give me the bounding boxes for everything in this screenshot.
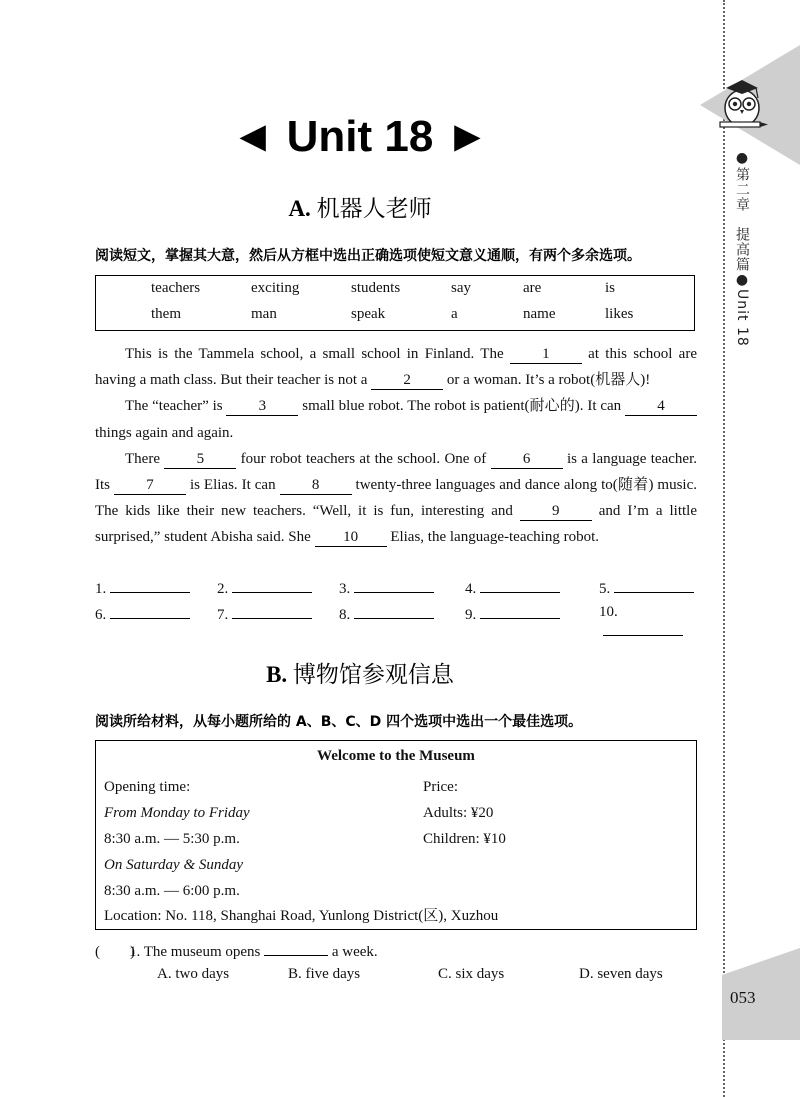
answer-field-7[interactable]: 7. [217, 604, 339, 630]
answer-paren[interactable]: ( ) [95, 944, 135, 960]
word-option: name [523, 306, 556, 322]
answer-field-10[interactable]: 10. [599, 604, 697, 630]
answer-field-5[interactable]: 5. [599, 578, 697, 604]
answer-field-2[interactable]: 2. [217, 578, 339, 604]
question-1-options [95, 966, 697, 983]
opening-label: Opening time: [104, 779, 191, 795]
unit-title: ◄ Unit 18 ► [230, 112, 490, 161]
blank-3: 3 [226, 397, 298, 416]
option-a[interactable]: A. two days [157, 966, 230, 982]
section-a-letter: A. [288, 196, 311, 221]
blank-5: 5 [164, 450, 236, 469]
word-option: are [523, 280, 542, 296]
weekend-hours: 8:30 a.m. — 6:00 p.m. [104, 883, 240, 899]
section-b-letter: B. [266, 662, 288, 687]
option-c[interactable]: C. six days [438, 966, 505, 982]
section-b-heading: 博物馆参观信息 [292, 662, 454, 688]
answer-field-9[interactable]: 9. [465, 604, 599, 630]
word-option: say [451, 280, 471, 296]
answer-field-8[interactable]: 8. [339, 604, 465, 630]
word-option: them [151, 306, 181, 322]
answer-field-3[interactable]: 3. [339, 578, 465, 604]
museum-info-box [95, 740, 697, 930]
blank-4: 4 [625, 397, 697, 416]
word-option: a [451, 306, 458, 322]
section-a-title [0, 190, 720, 223]
answer-lines [95, 578, 697, 630]
museum-location: Location: No. 118, Shanghai Road, Yunlong District(区), Xuzhou [104, 908, 499, 924]
word-option: exciting [251, 280, 300, 296]
section-a-heading: 机器人老师 [316, 196, 432, 222]
price-column [423, 774, 506, 852]
word-option: teachers [151, 280, 201, 296]
question-1-stem: ( )1. The museum opens a week. [95, 940, 697, 966]
question-1 [95, 940, 697, 983]
question-blank [264, 941, 328, 956]
passage-paragraph-2: The “teacher” is 3 small blue robot. The robot is patient(耐心的). It can 4 things again and again. [95, 393, 697, 445]
chapter-side-label: ●第二章 提高篇●Unit 18 [734, 150, 750, 347]
opening-time-column [104, 774, 250, 904]
passage-paragraph-3: There 5 four robot teachers at the school. One of 6 is a language teacher. Its 7 is Elias. It can 8 twenty-three languages and dance along to(随着) music. The kids like their new teachers. “Well, it is fun, interesting and 9 and I’m a little surprised,” student Abisha said. She 10 Elias, the language-teaching robot. [95, 450, 698, 546]
answer-field-4[interactable]: 4. [465, 578, 599, 604]
section-a-instruction: 阅读短文，掌握其大意，然后从方框中选出正确选项使短文意义通顺，有两个多余选项。 [95, 248, 641, 264]
adult-price: Adults: ¥20 [423, 805, 494, 821]
word-option: likes [605, 306, 634, 322]
passage-paragraph-1: This is the Tammela school, a small school in Finland. The 1 at this school are having a math class. But their teacher is not a 2 or a woman. It’s a robot(机器人)! [95, 346, 697, 389]
blank-7: 7 [114, 476, 186, 495]
child-price: Children: ¥10 [423, 831, 506, 847]
answer-field-6[interactable]: 6. [95, 604, 217, 630]
answer-field-1[interactable]: 1. [95, 578, 217, 604]
word-bank-box [95, 275, 695, 331]
option-d[interactable]: D. seven days [579, 966, 663, 982]
weekday-label: From Monday to Friday [104, 805, 250, 821]
weekend-label: On Saturday & Sunday [104, 857, 244, 873]
blank-2: 2 [371, 371, 443, 390]
word-option: speak [351, 306, 386, 322]
weekday-hours: 8:30 a.m. — 5:30 p.m. [104, 831, 240, 847]
word-option: students [351, 280, 401, 296]
price-label: Price: [423, 779, 458, 795]
blank-6: 6 [491, 450, 563, 469]
word-option: is [605, 280, 616, 296]
reading-passage [95, 341, 697, 551]
section-b-instruction: 阅读所给材料，从每小题所给的 A、B、C、D 四个选项中选出一个最佳选项。 [95, 714, 583, 730]
museum-box-title: Welcome to the Museum [317, 748, 475, 764]
blank-9: 9 [520, 502, 592, 521]
option-b[interactable]: B. five days [288, 966, 361, 982]
section-b-title [0, 656, 720, 689]
blank-10: 10 [315, 528, 387, 547]
word-bank-grid [151, 280, 685, 332]
blank-1: 1 [510, 345, 582, 364]
blank-8: 8 [280, 476, 352, 495]
page-number: 053 [730, 988, 756, 1007]
word-option: man [251, 306, 277, 322]
